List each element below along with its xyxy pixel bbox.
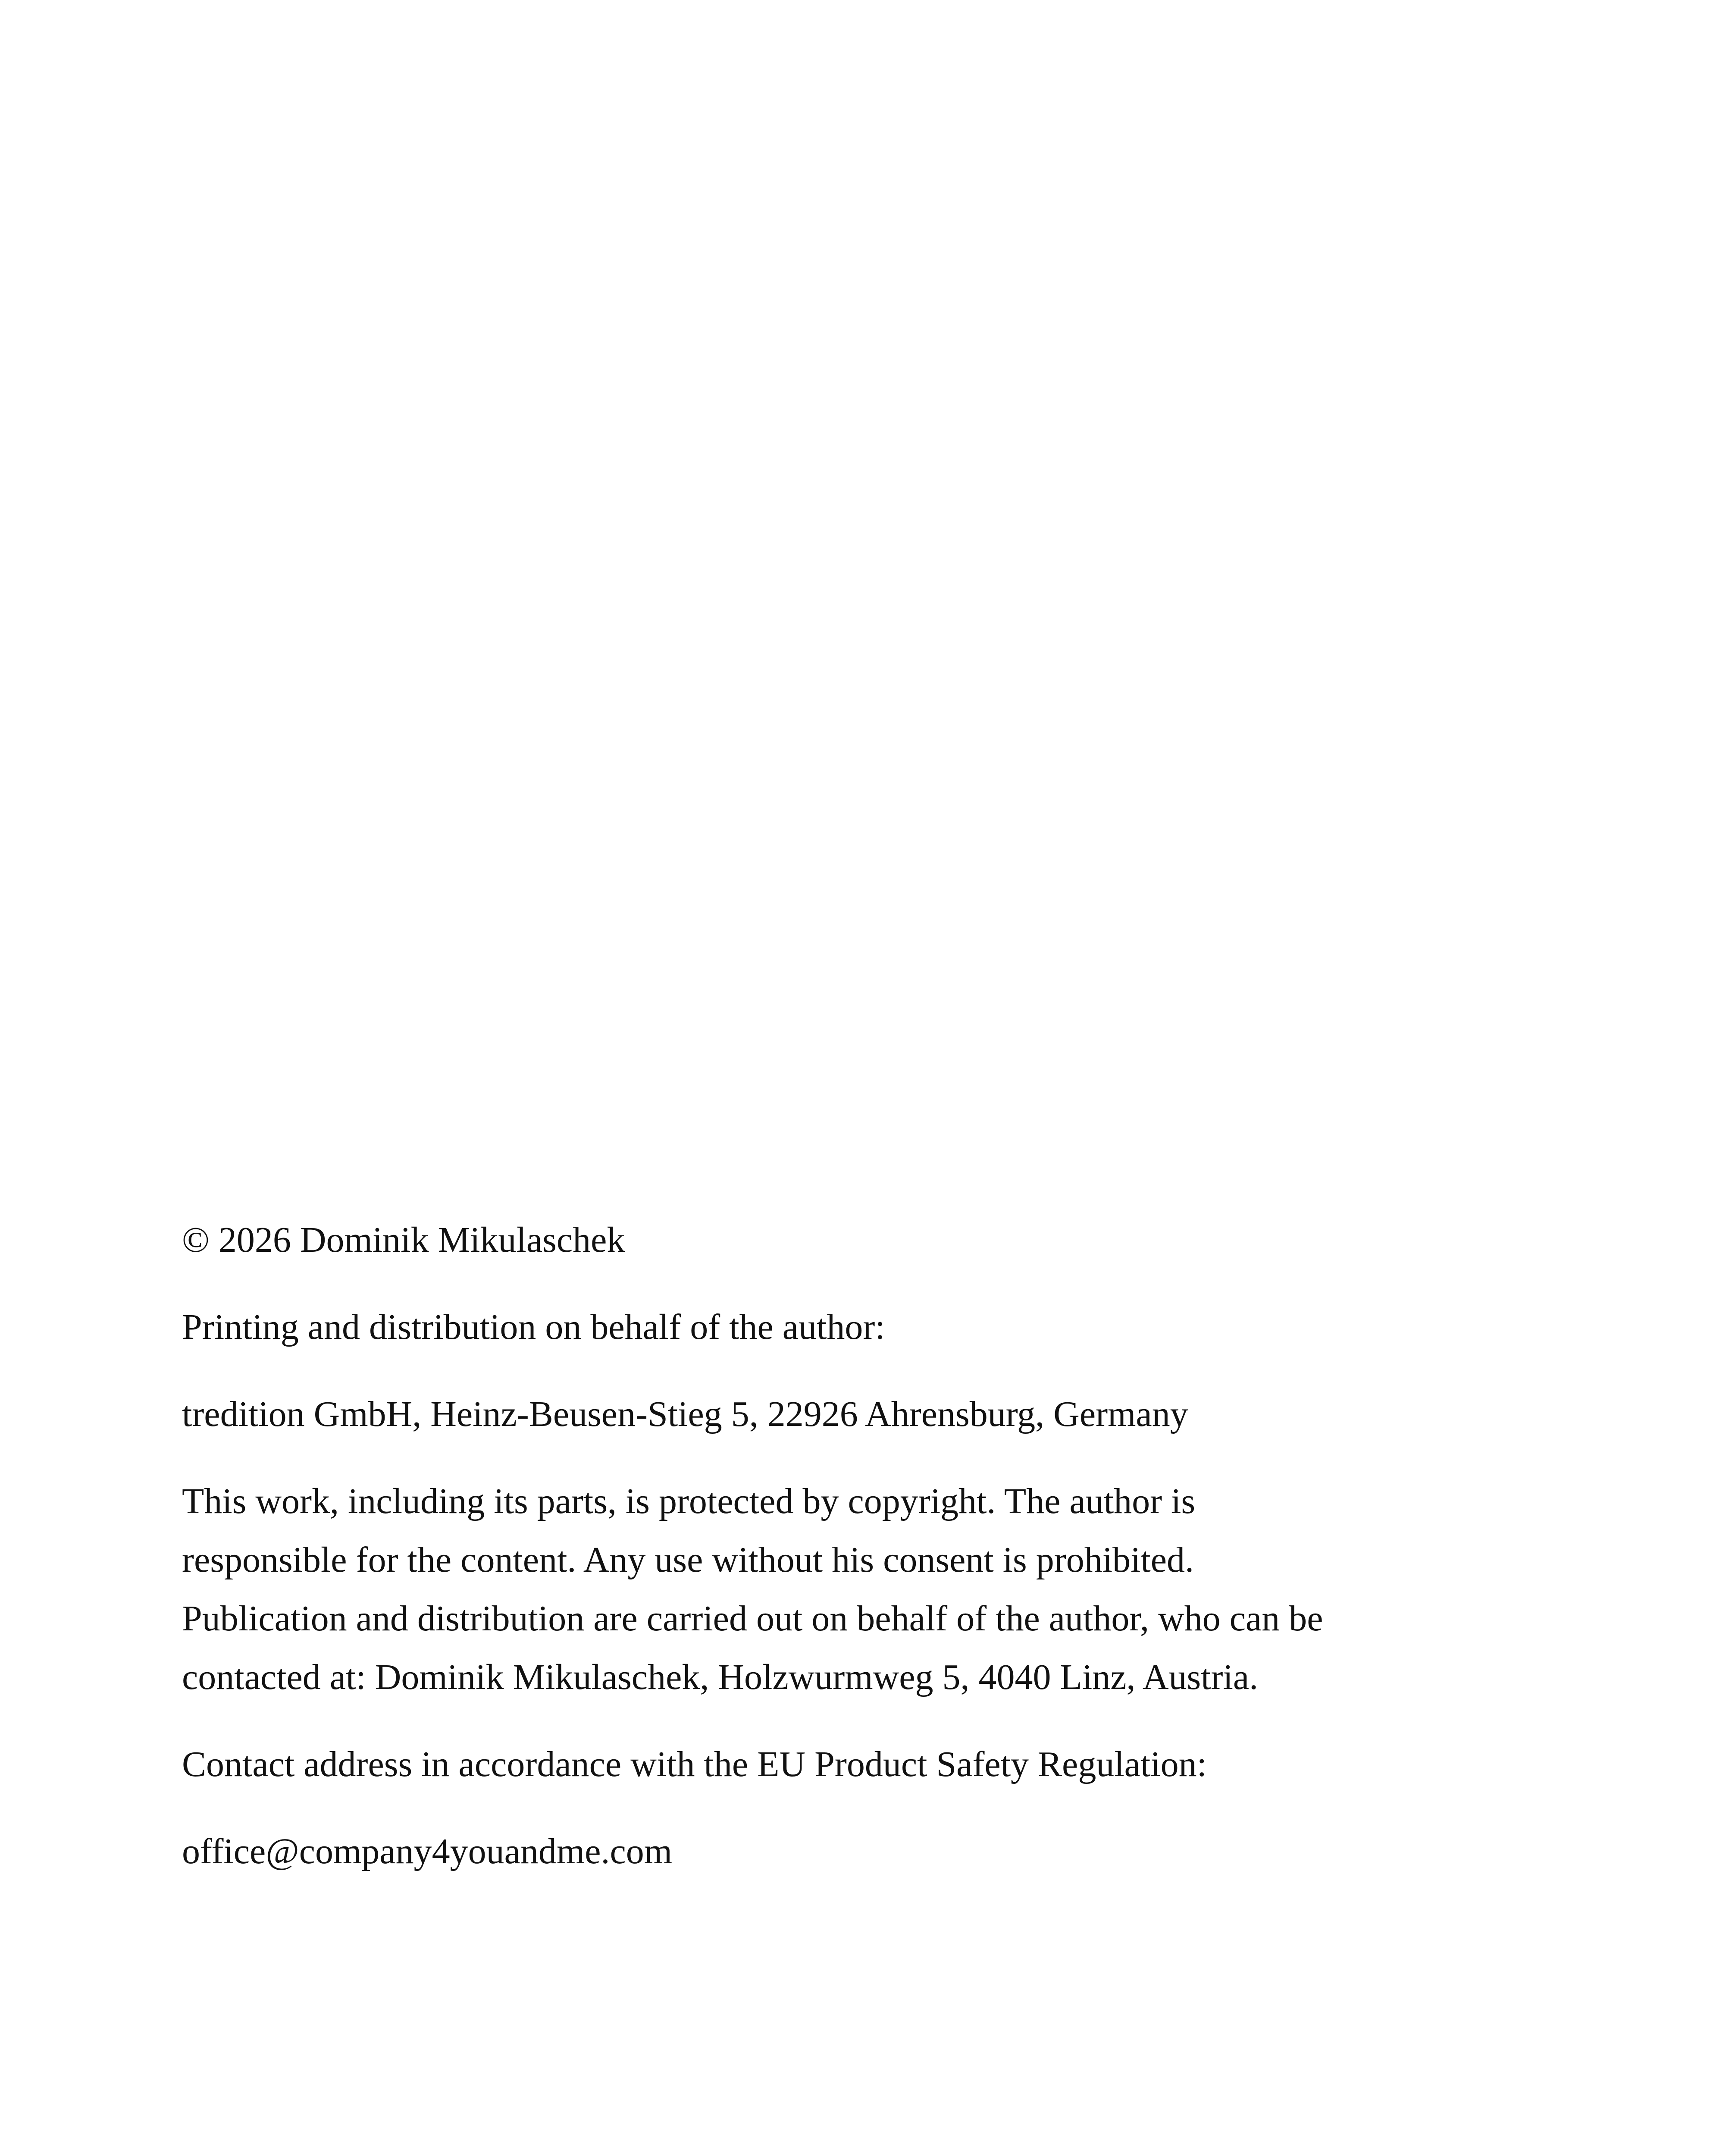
rights-line: responsible for the content. Any use without his consent is prohibited. <box>182 1540 1194 1580</box>
rights-line: contacted at: Dominik Mikulaschek, Holzwurmweg 5, 4040 Linz, Austria. <box>182 1657 1259 1697</box>
contact-email: office@company4youandme.com <box>182 1831 673 1871</box>
copyright-line: © 2026 Dominik Mikulaschek <box>182 1220 625 1260</box>
rights-line: Publication and distribution are carried out on behalf of the author, who can be <box>182 1598 1323 1639</box>
imprint-block <box>182 1211 1596 1909</box>
contact-regulation-line: Contact address in accordance with the EU Product Safety Regulation: <box>182 1744 1207 1784</box>
rights-paragraph <box>182 1472 1596 1707</box>
printing-distribution-line: Printing and distribution on behalf of the author: <box>182 1307 885 1347</box>
publisher-address-line: tredition GmbH, Heinz-Beusen-Stieg 5, 22926 Ahrensburg, Germany <box>182 1394 1188 1434</box>
rights-line: This work, including its parts, is protected by copyright. The author is <box>182 1481 1196 1521</box>
